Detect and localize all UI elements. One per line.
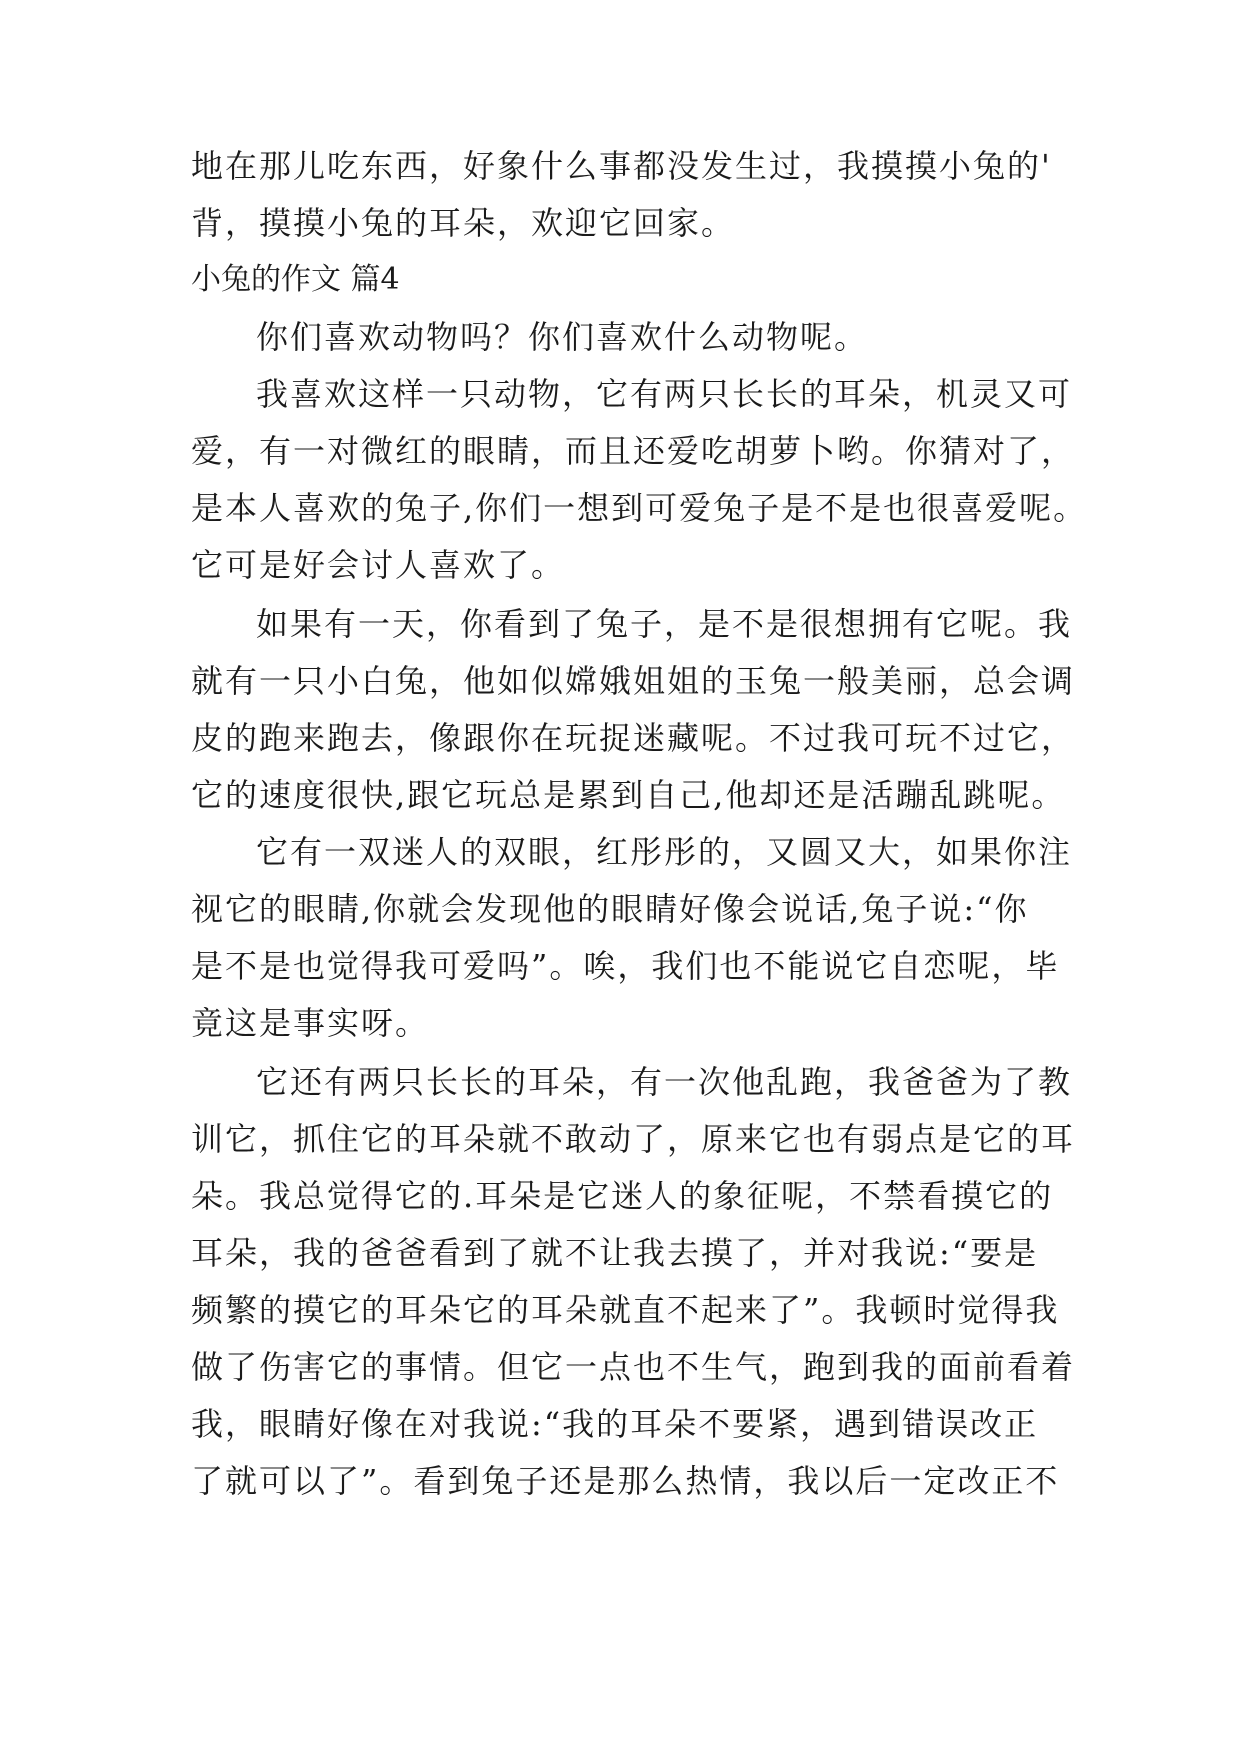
paragraph-line-1: 你们喜欢动物吗？你们喜欢什么动物呢。 bbox=[256, 318, 869, 356]
text-line-14: 视它的眼睛,你就会发现他的眼睛好像会说话,兔子说:“你 bbox=[191, 890, 1029, 928]
section-heading: 小兔的作文 篇4 bbox=[191, 262, 400, 297]
text-line-19: 朵。我总觉得它的.耳朵是它迷人的象征呢，不禁看摸它的 bbox=[191, 1177, 1054, 1215]
text-line-1: 地在那儿吃东西，好象什么事都没发生过，我摸摸小兔的' bbox=[191, 147, 1052, 185]
text-line-2: 背，摸摸小兔的耳朵，欢迎它回家。 bbox=[191, 204, 736, 242]
text-line-10: 就有一只小白兔，他如似嫦娥姐姐的玉兔一般美丽，总会调 bbox=[191, 662, 1076, 700]
text-line-6: 爱，有一对微红的眼睛，而且还爱吃胡萝卜哟。你猜对了， bbox=[191, 432, 1076, 470]
text-line-18: 训它，抓住它的耳朵就不敢动了，原来它也有弱点是它的耳 bbox=[191, 1120, 1076, 1158]
text-line-23: 我，眼睛好像在对我说:“我的耳朵不要紧，遇到错误改正 bbox=[191, 1405, 1039, 1443]
text-line-11: 皮的跑来跑去，像跟你在玩捉迷藏呢。不过我可玩不过它， bbox=[191, 719, 1076, 757]
text-line-16: 竟这是事实呀。 bbox=[191, 1004, 430, 1042]
text-line-8: 它可是好会讨人喜欢了。 bbox=[191, 546, 566, 584]
paragraph-line-2: 我喜欢这样一只动物，它有两只长长的耳朵，机灵又可 bbox=[256, 375, 1073, 413]
text-line-24: 了就可以了”。看到兔子还是那么热情，我以后一定改正不 bbox=[191, 1462, 1060, 1500]
text-line-12: 它的速度很快,跟它玩总是累到自己,他却还是活蹦乱跳呢。 bbox=[191, 776, 1066, 814]
paragraph-line-3: 如果有一天，你看到了兔子，是不是很想拥有它呢。我 bbox=[256, 605, 1073, 643]
text-line-21: 频繁的摸它的耳朵它的耳朵就直不起来了”。我顿时觉得我 bbox=[191, 1291, 1060, 1329]
text-line-20: 耳朵，我的爸爸看到了就不让我去摸了，并对我说:“要是 bbox=[191, 1234, 1039, 1272]
paragraph-line-4: 它有一双迷人的双眼，红彤彤的，又圆又大，如果你注 bbox=[256, 833, 1073, 871]
paragraph-line-5: 它还有两只长长的耳朵，有一次他乱跑，我爸爸为了教 bbox=[256, 1063, 1073, 1101]
text-line-22: 做了伤害它的事情。但它一点也不生气，跑到我的面前看着 bbox=[191, 1348, 1076, 1386]
text-line-7: 是本人喜欢的兔子,你们一想到可爱兔子是不是也很喜爱呢。 bbox=[191, 489, 1088, 527]
text-line-15: 是不是也觉得我可爱吗”。唉，我们也不能说它自恋呢，毕 bbox=[191, 947, 1060, 985]
